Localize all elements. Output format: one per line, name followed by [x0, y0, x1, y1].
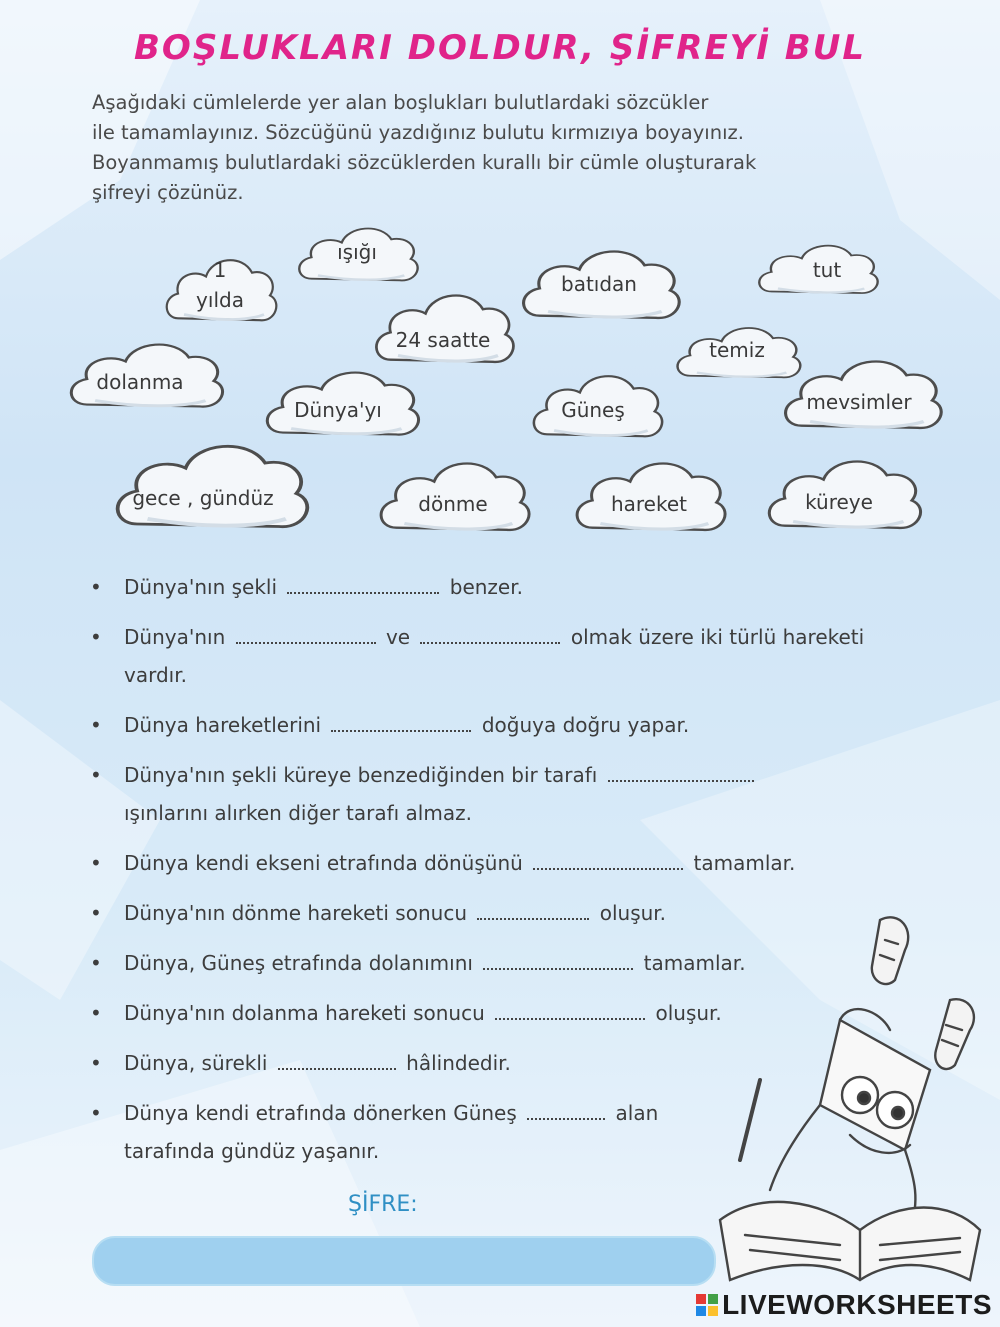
cloud-donme[interactable] — [372, 450, 534, 542]
sentence-text: Dünya, sürekli — [124, 1051, 268, 1075]
cloud-1-yilda[interactable] — [160, 248, 280, 332]
sentence-text: ve — [385, 625, 411, 649]
cloud-label: tut — [812, 258, 842, 282]
cloud-label: 24 saatte — [395, 328, 491, 352]
sentence — [90, 618, 910, 694]
sentence-text: alan — [615, 1101, 659, 1125]
sentence-text: benzer. — [449, 575, 523, 599]
password-input[interactable] — [92, 1236, 716, 1286]
sentence-text: Dünya'nın şekli küreye benzediğinden bir tarafı — [124, 763, 598, 787]
bullet: • — [90, 1101, 102, 1125]
cloud-label: dolanma — [96, 370, 184, 394]
blank-input[interactable] — [608, 760, 754, 782]
blank-input[interactable] — [533, 848, 683, 870]
cloud-dolanma[interactable] — [62, 332, 228, 418]
cloud-batidan[interactable] — [514, 238, 684, 330]
sentence-text: Dünya hareketlerini — [124, 713, 322, 737]
sentence — [90, 706, 910, 744]
sentence-text: oluşur. — [599, 901, 667, 925]
cloud-hareket[interactable] — [568, 450, 730, 542]
sentence-text: Dünya'nın — [124, 625, 226, 649]
cloud-label: batıdan — [561, 272, 637, 296]
sentence — [90, 568, 910, 606]
sentence-text: Dünya'nın şekli — [124, 575, 278, 599]
instruction-line: Boyanmamış bulutlardaki sözcüklerden kurallı bir cümle oluşturarak — [92, 151, 757, 174]
blank-input[interactable] — [477, 898, 589, 920]
cloud-label: yılda — [196, 288, 244, 312]
cloud-label: mevsimler — [806, 390, 912, 414]
bullet: • — [90, 901, 102, 925]
cloud-label: küreye — [805, 490, 873, 514]
instruction-line: şifreyi çözünüz. — [92, 181, 244, 204]
blank-input[interactable] — [420, 622, 560, 644]
sentence-text: Dünya'nın dönme hareketi sonucu — [124, 901, 467, 925]
sentence-text: ışınlarını alırken diğer tarafı almaz. — [124, 801, 472, 825]
sentence — [90, 756, 910, 832]
sentence-text: Dünya, Güneş etrafında dolanımını — [124, 951, 473, 975]
sentence-text: Dünya kendi etrafında dönerken Güneş — [124, 1101, 517, 1125]
bullet: • — [90, 951, 102, 975]
cloud-label: gece , gündüz — [132, 486, 274, 510]
bullet: • — [90, 625, 102, 649]
cloud-isigi[interactable] — [292, 218, 422, 290]
blank-input[interactable] — [287, 572, 439, 594]
instruction-line: Aşağıdaki cümlelerde yer alan boşlukları bulutlardaki sözcükler — [92, 91, 709, 114]
pencil-character-illustration — [700, 900, 990, 1290]
sentence-text: hâlindedir. — [406, 1051, 511, 1075]
sentence-text: tamamlar. — [643, 951, 746, 975]
blank-input[interactable] — [331, 710, 471, 732]
password-label: ŞİFRE: — [348, 1192, 418, 1217]
cloud-label: Dünya'yı — [294, 398, 382, 422]
sentence-text: olmak üzere iki türlü hareketi — [570, 625, 865, 649]
sentence-text: tarafında gündüz yaşanır. — [124, 1139, 380, 1163]
sentence-text: doğuya doğru yapar. — [481, 713, 690, 737]
bullet: • — [90, 1001, 102, 1025]
blank-input[interactable] — [495, 998, 645, 1020]
cloud-kureye[interactable] — [760, 448, 926, 540]
sentence-text: Dünya kendi ekseni etrafında dönüşünü — [124, 851, 523, 875]
bullet: • — [90, 763, 102, 787]
bullet: • — [90, 1051, 102, 1075]
bullet: • — [90, 713, 102, 737]
cloud-label: dönme — [418, 492, 488, 516]
sentence-text: tamamlar. — [693, 851, 796, 875]
instructions — [92, 88, 912, 208]
blank-input[interactable] — [527, 1098, 605, 1120]
cloud-label: Güneş — [561, 398, 625, 422]
blank-input[interactable] — [483, 948, 633, 970]
instruction-line: ile tamamlayınız. Sözcüğünü yazdığınız bulutu kırmızıya boyayınız. — [92, 121, 744, 144]
bullet: • — [90, 851, 102, 875]
cloud-gunes[interactable] — [526, 364, 666, 448]
sentence-text: Dünya'nın dolanma hareketi sonucu — [124, 1001, 485, 1025]
cloud-tut[interactable] — [752, 236, 882, 302]
cloud-label: ışığı — [337, 240, 377, 264]
cloud-label: temiz — [709, 338, 765, 362]
cloud-mevsimler[interactable] — [776, 348, 946, 440]
sentence-text: vardır. — [124, 663, 187, 687]
bullet: • — [90, 575, 102, 599]
liveworksheets-mark-icon — [696, 1294, 718, 1316]
cloud-label: 1 — [213, 258, 227, 282]
blank-input[interactable] — [236, 622, 376, 644]
logo-text: LIVEWORKSHEETS — [722, 1289, 992, 1320]
liveworksheets-logo — [696, 1289, 992, 1321]
cloud-gece-gunduz[interactable] — [106, 430, 314, 542]
cloud-label: hareket — [610, 492, 688, 516]
sentence-text: oluşur. — [655, 1001, 722, 1025]
sentence — [90, 844, 910, 882]
blank-input[interactable] — [278, 1048, 396, 1070]
page-title: BOŞLUKLARI DOLDUR, ŞİFREYİ BUL — [134, 28, 866, 68]
